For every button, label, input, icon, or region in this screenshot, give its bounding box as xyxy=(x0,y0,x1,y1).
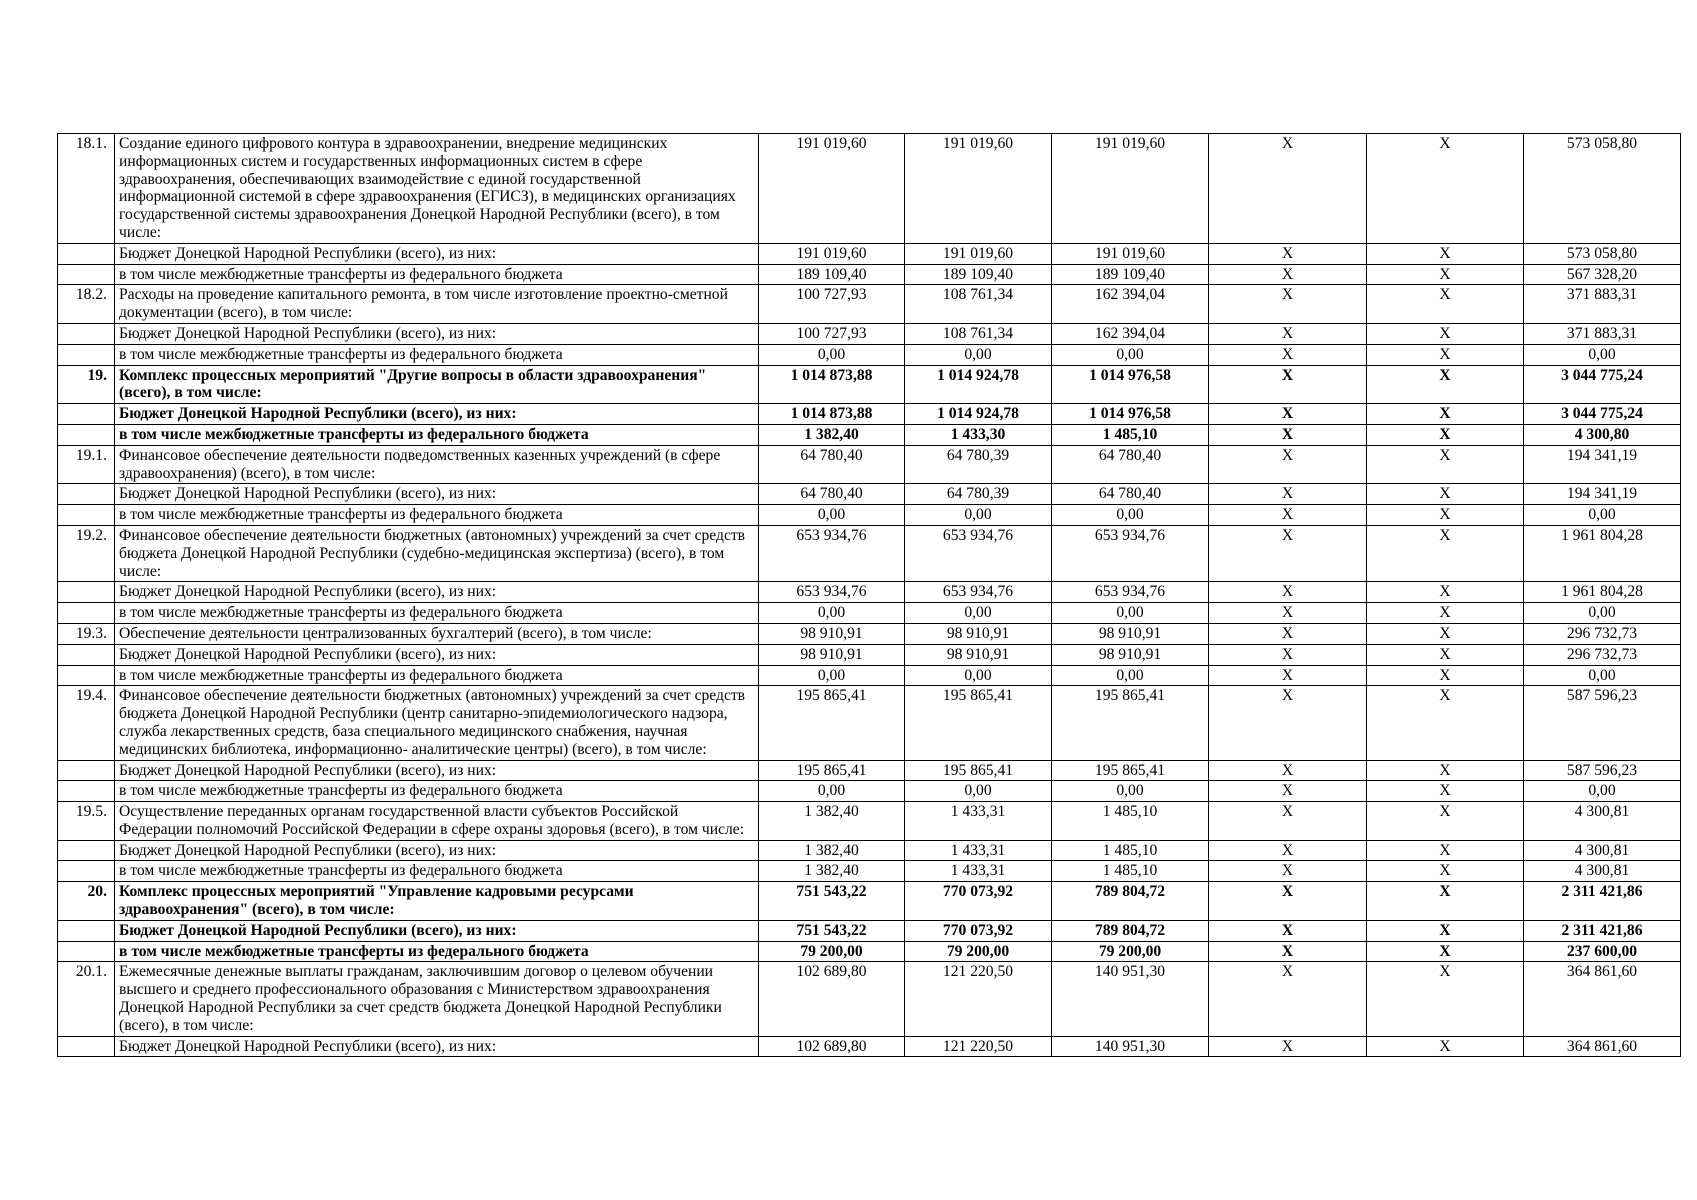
value-year-2: 1 433,31 xyxy=(905,840,1052,861)
value-year-2: 0,00 xyxy=(905,781,1052,802)
row-number xyxy=(58,1036,115,1057)
value-year-2: 98 910,91 xyxy=(905,644,1052,665)
value-col-4: Х xyxy=(1209,623,1367,644)
value-year-3: 1 485,10 xyxy=(1052,802,1209,841)
value-year-3: 162 394,04 xyxy=(1052,323,1209,344)
row-number xyxy=(58,941,115,962)
value-year-1: 0,00 xyxy=(759,781,905,802)
row-description: в том числе межбюджетные трансферты из федерального бюджета xyxy=(115,941,759,962)
table-row xyxy=(58,134,1681,244)
value-col-5: Х xyxy=(1367,285,1524,324)
row-description: в том числе межбюджетные трансферты из федерального бюджета xyxy=(115,344,759,365)
value-year-3: 64 780,40 xyxy=(1052,445,1209,484)
value-col-5: Х xyxy=(1367,404,1524,425)
value-year-3: 0,00 xyxy=(1052,505,1209,526)
table-row xyxy=(58,323,1681,344)
value-year-2: 191 019,60 xyxy=(905,134,1052,244)
value-year-3: 1 014 976,58 xyxy=(1052,404,1209,425)
value-year-1: 64 780,40 xyxy=(759,445,905,484)
value-col-5: Х xyxy=(1367,644,1524,665)
value-year-3: 1 014 976,58 xyxy=(1052,365,1209,404)
table-row xyxy=(58,264,1681,285)
value-col-4: Х xyxy=(1209,603,1367,624)
value-total: 3 044 775,24 xyxy=(1524,365,1681,404)
value-total: 587 596,23 xyxy=(1524,686,1681,760)
row-description: в том числе межбюджетные трансферты из федерального бюджета xyxy=(115,424,759,445)
value-total: 1 961 804,28 xyxy=(1524,582,1681,603)
value-year-1: 1 382,40 xyxy=(759,861,905,882)
row-description: Обеспечение деятельности централизованных бухгалтерий (всего), в том числе: xyxy=(115,623,759,644)
value-col-4: Х xyxy=(1209,243,1367,264)
table-row xyxy=(58,840,1681,861)
row-description: Финансовое обеспечение деятельности бюджетных (автономных) учреждений за счет средств бюджета Донецкой Народной Республики (центр санитарно-эпидемиологического надзора, служба лекарственных средств, база специального медицинского снабжения, научная медицинских библиотека, информационно- аналитические центры) (всего), в том числе: xyxy=(115,686,759,760)
value-col-5: Х xyxy=(1367,686,1524,760)
value-total: 0,00 xyxy=(1524,344,1681,365)
value-col-4: Х xyxy=(1209,285,1367,324)
value-total: 237 600,00 xyxy=(1524,941,1681,962)
value-year-3: 0,00 xyxy=(1052,603,1209,624)
value-total: 587 596,23 xyxy=(1524,760,1681,781)
value-total: 364 861,60 xyxy=(1524,962,1681,1036)
value-col-5: Х xyxy=(1367,962,1524,1036)
table-row xyxy=(58,525,1681,581)
value-col-4: Х xyxy=(1209,941,1367,962)
value-year-3: 0,00 xyxy=(1052,665,1209,686)
value-col-4: Х xyxy=(1209,882,1367,921)
row-description: Комплекс процессных мероприятий "Управление кадровыми ресурсами здравоохранения" (всего), в том числе: xyxy=(115,882,759,921)
value-col-5: Х xyxy=(1367,781,1524,802)
value-year-3: 195 865,41 xyxy=(1052,686,1209,760)
row-number xyxy=(58,484,115,505)
row-description: Бюджет Донецкой Народной Республики (всего), из них: xyxy=(115,760,759,781)
row-number xyxy=(58,920,115,941)
row-description: Финансовое обеспечение деятельности бюджетных (автономных) учреждений за счет средств бюджета Донецкой Народной Республики (судебно-медицинская экспертиза) (всего), в том числе: xyxy=(115,525,759,581)
row-number xyxy=(58,323,115,344)
value-year-3: 653 934,76 xyxy=(1052,525,1209,581)
row-number: 19.4. xyxy=(58,686,115,760)
table-row xyxy=(58,686,1681,760)
table-row xyxy=(58,941,1681,962)
value-total: 371 883,31 xyxy=(1524,323,1681,344)
value-col-4: Х xyxy=(1209,424,1367,445)
value-col-5: Х xyxy=(1367,525,1524,581)
value-col-5: Х xyxy=(1367,243,1524,264)
value-total: 3 044 775,24 xyxy=(1524,404,1681,425)
value-year-2: 1 433,31 xyxy=(905,802,1052,841)
value-col-5: Х xyxy=(1367,365,1524,404)
value-year-1: 100 727,93 xyxy=(759,323,905,344)
table-row xyxy=(58,882,1681,921)
value-total: 296 732,73 xyxy=(1524,644,1681,665)
row-description: Ежемесячные денежные выплаты гражданам, заключившим договор о целевом обучении высшего и среднего профессионального образования с Министерством здравоохранения Донецкой Народной Республики за счет средств бюджета Донецкой Народной Республики (всего), в том числе: xyxy=(115,962,759,1036)
value-total: 2 311 421,86 xyxy=(1524,920,1681,941)
value-year-3: 162 394,04 xyxy=(1052,285,1209,324)
value-total: 4 300,80 xyxy=(1524,424,1681,445)
row-description: в том числе межбюджетные трансферты из федерального бюджета xyxy=(115,505,759,526)
value-year-1: 1 382,40 xyxy=(759,802,905,841)
value-year-1: 195 865,41 xyxy=(759,760,905,781)
value-total: 0,00 xyxy=(1524,603,1681,624)
row-number xyxy=(58,760,115,781)
value-year-2: 79 200,00 xyxy=(905,941,1052,962)
value-col-4: Х xyxy=(1209,686,1367,760)
value-year-3: 0,00 xyxy=(1052,344,1209,365)
table-row xyxy=(58,861,1681,882)
value-total: 1 961 804,28 xyxy=(1524,525,1681,581)
row-number xyxy=(58,404,115,425)
table-row xyxy=(58,505,1681,526)
value-year-2: 108 761,34 xyxy=(905,323,1052,344)
table-row xyxy=(58,665,1681,686)
value-year-1: 751 543,22 xyxy=(759,920,905,941)
value-year-1: 100 727,93 xyxy=(759,285,905,324)
table-row xyxy=(58,365,1681,404)
value-year-2: 770 073,92 xyxy=(905,882,1052,921)
value-year-3: 98 910,91 xyxy=(1052,623,1209,644)
value-col-5: Х xyxy=(1367,603,1524,624)
row-number: 18.1. xyxy=(58,134,115,244)
value-year-2: 1 014 924,78 xyxy=(905,404,1052,425)
table-row xyxy=(58,243,1681,264)
value-year-2: 108 761,34 xyxy=(905,285,1052,324)
value-col-4: Х xyxy=(1209,920,1367,941)
budget-table xyxy=(57,133,1681,1057)
value-col-5: Х xyxy=(1367,484,1524,505)
value-total: 4 300,81 xyxy=(1524,840,1681,861)
value-year-2: 64 780,39 xyxy=(905,484,1052,505)
row-number xyxy=(58,781,115,802)
row-description: в том числе межбюджетные трансферты из федерального бюджета xyxy=(115,264,759,285)
value-col-5: Х xyxy=(1367,882,1524,921)
value-year-3: 140 951,30 xyxy=(1052,962,1209,1036)
row-description: в том числе межбюджетные трансферты из федерального бюджета xyxy=(115,781,759,802)
value-total: 0,00 xyxy=(1524,781,1681,802)
value-year-1: 751 543,22 xyxy=(759,882,905,921)
row-description: Бюджет Донецкой Народной Республики (всего), из них: xyxy=(115,1036,759,1057)
value-total: 573 058,80 xyxy=(1524,243,1681,264)
table-row xyxy=(58,920,1681,941)
row-description: Создание единого цифрового контура в здравоохранении, внедрение медицинских информационных систем и государственных информационных систем в сфере здравоохранения, обеспечивающих взаимодействие с единой государственной информационной системой в сфере здравоохранения (ЕГИСЗ), в медицинских организациях государственной системы здравоохранения Донецкой Народной Республики (всего), в том числе: xyxy=(115,134,759,244)
value-year-2: 0,00 xyxy=(905,344,1052,365)
value-year-2: 653 934,76 xyxy=(905,582,1052,603)
row-number: 19.2. xyxy=(58,525,115,581)
value-col-5: Х xyxy=(1367,623,1524,644)
value-year-2: 189 109,40 xyxy=(905,264,1052,285)
value-year-1: 1 382,40 xyxy=(759,424,905,445)
value-year-1: 1 382,40 xyxy=(759,840,905,861)
value-year-3: 140 951,30 xyxy=(1052,1036,1209,1057)
row-number: 19. xyxy=(58,365,115,404)
table-row xyxy=(58,644,1681,665)
value-col-5: Х xyxy=(1367,323,1524,344)
value-col-5: Х xyxy=(1367,941,1524,962)
value-col-4: Х xyxy=(1209,365,1367,404)
value-col-5: Х xyxy=(1367,920,1524,941)
value-col-5: Х xyxy=(1367,582,1524,603)
row-number: 18.2. xyxy=(58,285,115,324)
row-description: Бюджет Донецкой Народной Республики (всего), из них: xyxy=(115,323,759,344)
value-year-3: 98 910,91 xyxy=(1052,644,1209,665)
row-description: Бюджет Донецкой Народной Республики (всего), из них: xyxy=(115,644,759,665)
value-total: 364 861,60 xyxy=(1524,1036,1681,1057)
row-description: в том числе межбюджетные трансферты из федерального бюджета xyxy=(115,603,759,624)
row-number xyxy=(58,505,115,526)
value-year-3: 0,00 xyxy=(1052,781,1209,802)
value-col-4: Х xyxy=(1209,525,1367,581)
value-year-2: 1 433,30 xyxy=(905,424,1052,445)
row-number xyxy=(58,424,115,445)
value-year-1: 0,00 xyxy=(759,344,905,365)
row-description: Бюджет Донецкой Народной Республики (всего), из них: xyxy=(115,840,759,861)
value-year-1: 189 109,40 xyxy=(759,264,905,285)
row-number: 20. xyxy=(58,882,115,921)
table-row xyxy=(58,623,1681,644)
value-year-3: 195 865,41 xyxy=(1052,760,1209,781)
table-row xyxy=(58,760,1681,781)
row-number xyxy=(58,644,115,665)
value-year-1: 0,00 xyxy=(759,505,905,526)
value-col-5: Х xyxy=(1367,134,1524,244)
value-year-3: 1 485,10 xyxy=(1052,424,1209,445)
value-col-4: Х xyxy=(1209,134,1367,244)
value-year-1: 98 910,91 xyxy=(759,644,905,665)
row-description: Бюджет Донецкой Народной Республики (всего), из них: xyxy=(115,404,759,425)
value-year-2: 653 934,76 xyxy=(905,525,1052,581)
value-total: 4 300,81 xyxy=(1524,861,1681,882)
value-year-2: 0,00 xyxy=(905,505,1052,526)
value-year-3: 1 485,10 xyxy=(1052,840,1209,861)
value-total: 296 732,73 xyxy=(1524,623,1681,644)
row-number: 19.5. xyxy=(58,802,115,841)
value-year-2: 191 019,60 xyxy=(905,243,1052,264)
value-col-5: Х xyxy=(1367,264,1524,285)
value-col-5: Х xyxy=(1367,445,1524,484)
value-year-1: 195 865,41 xyxy=(759,686,905,760)
value-year-1: 653 934,76 xyxy=(759,582,905,603)
table-row xyxy=(58,781,1681,802)
value-year-1: 191 019,60 xyxy=(759,243,905,264)
value-year-3: 191 019,60 xyxy=(1052,243,1209,264)
value-year-2: 0,00 xyxy=(905,665,1052,686)
value-year-3: 789 804,72 xyxy=(1052,920,1209,941)
value-year-3: 191 019,60 xyxy=(1052,134,1209,244)
value-year-1: 98 910,91 xyxy=(759,623,905,644)
value-year-2: 770 073,92 xyxy=(905,920,1052,941)
value-col-5: Х xyxy=(1367,665,1524,686)
value-col-4: Х xyxy=(1209,861,1367,882)
value-year-1: 1 014 873,88 xyxy=(759,404,905,425)
row-description: Бюджет Донецкой Народной Республики (всего), из них: xyxy=(115,484,759,505)
value-total: 567 328,20 xyxy=(1524,264,1681,285)
table-row xyxy=(58,404,1681,425)
row-number xyxy=(58,243,115,264)
row-number xyxy=(58,264,115,285)
value-year-3: 64 780,40 xyxy=(1052,484,1209,505)
row-number xyxy=(58,344,115,365)
value-col-4: Х xyxy=(1209,484,1367,505)
row-number: 19.1. xyxy=(58,445,115,484)
value-col-5: Х xyxy=(1367,424,1524,445)
table-row xyxy=(58,285,1681,324)
row-description: Комплекс процессных мероприятий "Другие вопросы в области здравоохранения" (всего), в том числе: xyxy=(115,365,759,404)
value-year-2: 195 865,41 xyxy=(905,686,1052,760)
table-row xyxy=(58,445,1681,484)
value-col-4: Х xyxy=(1209,344,1367,365)
value-col-4: Х xyxy=(1209,840,1367,861)
value-year-2: 0,00 xyxy=(905,603,1052,624)
value-year-2: 1 433,31 xyxy=(905,861,1052,882)
value-year-2: 195 865,41 xyxy=(905,760,1052,781)
value-col-4: Х xyxy=(1209,445,1367,484)
value-col-5: Х xyxy=(1367,802,1524,841)
value-year-1: 191 019,60 xyxy=(759,134,905,244)
value-col-4: Х xyxy=(1209,802,1367,841)
table-row xyxy=(58,484,1681,505)
value-col-5: Х xyxy=(1367,840,1524,861)
value-col-4: Х xyxy=(1209,323,1367,344)
value-col-5: Х xyxy=(1367,505,1524,526)
value-year-1: 0,00 xyxy=(759,603,905,624)
row-number: 20.1. xyxy=(58,962,115,1036)
value-total: 4 300,81 xyxy=(1524,802,1681,841)
value-year-2: 121 220,50 xyxy=(905,1036,1052,1057)
value-col-4: Х xyxy=(1209,1036,1367,1057)
row-number xyxy=(58,582,115,603)
value-col-5: Х xyxy=(1367,344,1524,365)
value-col-4: Х xyxy=(1209,781,1367,802)
value-col-4: Х xyxy=(1209,404,1367,425)
table-row xyxy=(58,582,1681,603)
row-number xyxy=(58,840,115,861)
value-col-4: Х xyxy=(1209,505,1367,526)
row-description: Финансовое обеспечение деятельности подведомственных казенных учреждений (в сфере здравоохранения) (всего), в том числе: xyxy=(115,445,759,484)
value-col-5: Х xyxy=(1367,861,1524,882)
value-total: 2 311 421,86 xyxy=(1524,882,1681,921)
value-total: 573 058,80 xyxy=(1524,134,1681,244)
table-row xyxy=(58,1036,1681,1057)
row-number xyxy=(58,665,115,686)
value-total: 371 883,31 xyxy=(1524,285,1681,324)
row-description: Бюджет Донецкой Народной Республики (всего), из них: xyxy=(115,920,759,941)
table-body xyxy=(58,134,1681,1057)
value-year-1: 102 689,80 xyxy=(759,962,905,1036)
value-year-3: 653 934,76 xyxy=(1052,582,1209,603)
table-row xyxy=(58,424,1681,445)
value-year-1: 102 689,80 xyxy=(759,1036,905,1057)
row-number xyxy=(58,603,115,624)
row-description: Расходы на проведение капитального ремонта, в том числе изготовление проектно-сметной документации (всего), в том числе: xyxy=(115,285,759,324)
row-description: в том числе межбюджетные трансферты из федерального бюджета xyxy=(115,861,759,882)
value-year-2: 1 014 924,78 xyxy=(905,365,1052,404)
value-total: 194 341,19 xyxy=(1524,484,1681,505)
value-year-2: 98 910,91 xyxy=(905,623,1052,644)
value-year-2: 64 780,39 xyxy=(905,445,1052,484)
table-row xyxy=(58,962,1681,1036)
value-total: 0,00 xyxy=(1524,505,1681,526)
value-year-3: 79 200,00 xyxy=(1052,941,1209,962)
value-year-1: 79 200,00 xyxy=(759,941,905,962)
value-year-3: 1 485,10 xyxy=(1052,861,1209,882)
row-description: Бюджет Донецкой Народной Республики (всего), из них: xyxy=(115,243,759,264)
table-row xyxy=(58,344,1681,365)
value-year-1: 1 014 873,88 xyxy=(759,365,905,404)
value-col-4: Х xyxy=(1209,582,1367,603)
value-col-4: Х xyxy=(1209,962,1367,1036)
table-row xyxy=(58,802,1681,841)
value-year-2: 121 220,50 xyxy=(905,962,1052,1036)
value-col-4: Х xyxy=(1209,264,1367,285)
value-col-4: Х xyxy=(1209,665,1367,686)
row-number: 19.3. xyxy=(58,623,115,644)
value-year-3: 189 109,40 xyxy=(1052,264,1209,285)
value-col-5: Х xyxy=(1367,1036,1524,1057)
value-year-1: 0,00 xyxy=(759,665,905,686)
value-col-4: Х xyxy=(1209,760,1367,781)
value-col-5: Х xyxy=(1367,760,1524,781)
row-number xyxy=(58,861,115,882)
value-total: 0,00 xyxy=(1524,665,1681,686)
table-row xyxy=(58,603,1681,624)
value-year-1: 653 934,76 xyxy=(759,525,905,581)
value-year-1: 64 780,40 xyxy=(759,484,905,505)
row-description: в том числе межбюджетные трансферты из федерального бюджета xyxy=(115,665,759,686)
value-col-4: Х xyxy=(1209,644,1367,665)
value-total: 194 341,19 xyxy=(1524,445,1681,484)
row-description: Бюджет Донецкой Народной Республики (всего), из них: xyxy=(115,582,759,603)
row-description: Осуществление переданных органам государственной власти субъектов Российской Федерации полномочий Российской Федерации в сфере охраны здоровья (всего), в том числе: xyxy=(115,802,759,841)
value-year-3: 789 804,72 xyxy=(1052,882,1209,921)
